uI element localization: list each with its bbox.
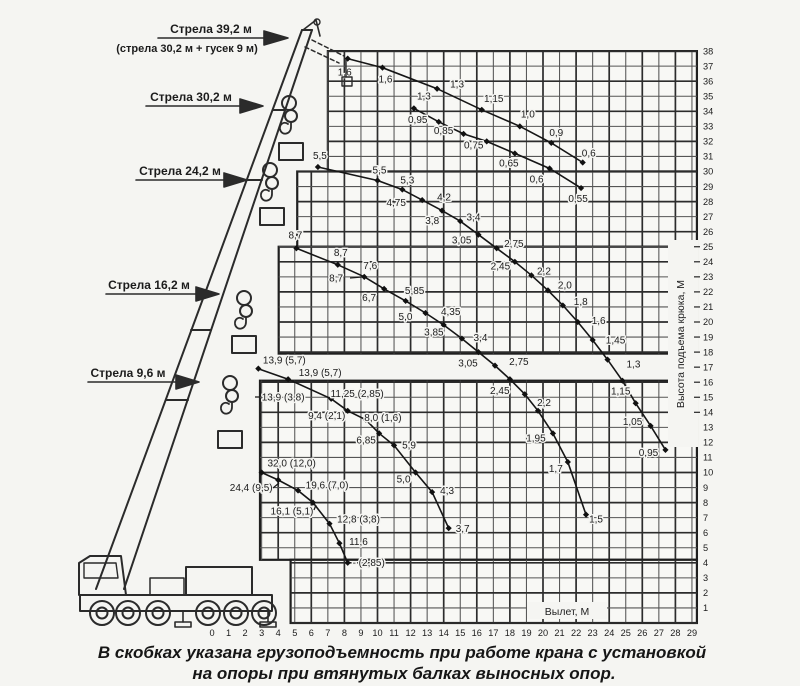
point-load-label: 3,05	[458, 358, 478, 370]
x-tick-label: 28	[670, 628, 681, 638]
point-load-label: 11,6	[349, 537, 368, 549]
y-tick-label: 1	[703, 603, 709, 614]
point-load-label: 0,75	[463, 140, 484, 152]
x-tick-label: 21	[554, 628, 565, 638]
y-tick-label: 33	[703, 121, 714, 132]
point-load-label: 2,2	[537, 266, 551, 278]
point-load-label: 32,0 (12,0)	[267, 458, 316, 470]
point-load-label: 4,35	[440, 307, 461, 319]
y-tick-label: 2	[703, 588, 709, 599]
x-tick-label: 6	[308, 628, 314, 638]
point-load-label: 11,25 (2,85)	[330, 388, 384, 400]
x-axis-title: Вылет, М	[544, 606, 590, 618]
annotation-label: 13,9 (3,8)	[261, 392, 305, 404]
point-load-label: 1,15	[484, 93, 504, 105]
x-tick-label: 19	[521, 628, 532, 638]
point-load-label: 2,45	[490, 261, 511, 273]
data-point-marker	[315, 164, 321, 170]
y-tick-label: 34	[703, 106, 714, 117]
y-tick-label: 8	[703, 497, 709, 508]
x-tick-label: 7	[325, 628, 331, 638]
boom-callout-labels	[90, 22, 258, 380]
x-tick-label: 13	[422, 628, 433, 638]
y-tick-label: 37	[703, 61, 714, 72]
y-tick-label: 27	[703, 211, 714, 222]
x-tick-label: 14	[438, 628, 449, 638]
point-load-label: 1,8	[573, 297, 588, 308]
point-load-label: 4,3	[440, 486, 455, 498]
point-load-label: 19,6 (7,0)	[305, 480, 349, 492]
y-tick-label: 10	[703, 467, 714, 478]
y-tick-label: 11	[703, 452, 713, 463]
point-load-label: 5,3	[400, 175, 415, 187]
y-tick-label: 13	[703, 422, 714, 433]
y-tick-label: 18	[703, 347, 714, 358]
point-load-label: 8,0 (1,6)	[364, 412, 402, 424]
x-tick-label: 8	[341, 628, 347, 638]
truck-icon	[79, 556, 276, 627]
y-tick-label: 20	[703, 317, 714, 328]
boom-label-9: Стрела 9,6 м	[90, 366, 166, 380]
hook-block-icon	[232, 291, 256, 353]
point-load-label: 0,95	[638, 447, 659, 459]
y-tick-label: 15	[703, 392, 714, 403]
point-load-label: 0,6	[581, 148, 596, 160]
boom-label-30: Стрела 30,2 м	[150, 90, 232, 104]
point-load-label: 1,95	[526, 433, 546, 445]
point-load-label: 5,9	[402, 440, 417, 452]
point-load-label: 3,05	[451, 235, 472, 247]
point-load-label: 2,2	[537, 397, 551, 409]
y-tick-label: 9	[703, 482, 709, 493]
caption-line-1: В скобках указана грузоподъемность при работе крана с установкой	[97, 643, 707, 662]
y-tick-label: 28	[703, 196, 714, 207]
point-load-label: 7,6	[363, 260, 378, 272]
x-tick-label: 24	[604, 628, 615, 638]
point-load-label: 2,45	[490, 386, 510, 398]
point-load-label: 5,5	[312, 150, 327, 162]
y-tick-label: 6	[703, 527, 709, 538]
x-tick-label: 27	[653, 628, 664, 638]
x-tick-label: 5	[292, 628, 298, 638]
point-load-label: 3,4	[473, 333, 488, 345]
y-tick-label: 26	[703, 226, 714, 237]
x-tick-label: 0	[209, 628, 215, 638]
x-tick-label: 12	[405, 628, 416, 638]
point-load-label: 1,15	[610, 386, 631, 398]
x-tick-label: 2	[242, 628, 248, 638]
point-load-label: 12,8 (3,8)	[337, 514, 380, 526]
x-tick-label: 17	[488, 628, 499, 638]
y-tick-label: 25	[703, 241, 714, 252]
point-load-label: 5,5	[372, 165, 387, 177]
y-tick-label: 22	[703, 287, 714, 298]
point-load-label: 13,9 (5,7)	[262, 355, 306, 367]
point-load-label: 1,3	[626, 359, 641, 371]
x-tick-label: 3	[259, 628, 265, 638]
y-tick-label: 16	[703, 377, 714, 388]
hook-block-icon	[260, 163, 284, 225]
data-point-marker	[255, 366, 261, 372]
point-load-label: 1,5	[589, 514, 603, 526]
y-tick-label: 31	[703, 151, 714, 162]
point-load-label: 0,55	[568, 194, 588, 206]
grid-section	[297, 172, 697, 247]
y-tick-label: 19	[703, 332, 714, 343]
boom-callout-arrows	[88, 31, 288, 389]
x-tick-label: 9	[358, 628, 364, 638]
point-load-label: 1,7	[548, 463, 563, 475]
point-load-label: 0,65	[499, 158, 519, 170]
point-load-label: 1,45	[605, 335, 626, 347]
point-load-label: 6,7	[362, 292, 377, 304]
y-tick-label: 14	[703, 407, 714, 418]
point-load-label: 8,7	[288, 230, 303, 242]
hook-block-icon	[279, 96, 303, 160]
point-load-label: 16,1 (5,1)	[270, 506, 314, 518]
y-tick-label: 3	[703, 573, 709, 584]
point-load-label: 1,0	[520, 109, 535, 121]
boom-label-39-sub: (стрела 30,2 м + гусек 9 м)	[116, 43, 258, 55]
y-tick-label: 17	[703, 362, 714, 373]
x-tick-label: 4	[275, 628, 281, 638]
point-load-label: - (2,85)	[352, 557, 385, 569]
point-load-label: 8,7	[333, 247, 348, 259]
point-load-label: 5,85	[404, 285, 425, 297]
y-tick-label: 36	[703, 76, 714, 87]
y-tick-label: 35	[703, 91, 714, 102]
point-load-label: 1,6	[378, 74, 393, 86]
point-load-label: 3,7	[455, 524, 470, 536]
y-tick-label: 32	[703, 136, 714, 147]
boom-label-39: Стрела 39,2 м	[170, 22, 252, 36]
point-load-label: 0,6	[529, 174, 544, 186]
point-load-label: 3,4	[466, 212, 481, 224]
point-load-label: 1,05	[622, 416, 643, 428]
point-load-label: 4,75	[386, 198, 406, 210]
x-tick-label: 1	[225, 628, 232, 638]
point-load-label: 0,85	[433, 125, 454, 137]
y-tick-label: 38	[703, 46, 714, 57]
x-tick-label: 15	[455, 628, 466, 638]
annotation-label: 8,7	[329, 273, 344, 285]
point-load-label: 1,6	[337, 67, 352, 79]
point-load-label: 4,2	[437, 192, 451, 204]
x-tick-label: 10	[372, 628, 383, 638]
point-load-label: 13,9 (5,7)	[298, 368, 342, 380]
x-tick-label: 11	[389, 628, 399, 638]
point-load-label: 0,95	[408, 114, 428, 126]
caption	[98, 643, 707, 683]
x-tick-label: 25	[620, 628, 631, 638]
y-tick-label: 24	[703, 257, 714, 267]
x-tick-label: 18	[504, 628, 516, 638]
point-load-label: 6,85	[356, 435, 376, 447]
point-load-label: 2,0	[557, 280, 572, 292]
grid-section	[279, 247, 697, 354]
point-load-label: 9,4 (2,1)	[308, 410, 346, 422]
point-load-label: 0,9	[549, 127, 564, 139]
point-load-label: 2,75	[509, 357, 529, 369]
point-load-label: 3,85	[424, 327, 444, 339]
boom-label-16: Стрела 16,2 м	[108, 278, 190, 292]
y-tick-label: 5	[703, 542, 709, 553]
x-tick-label: 26	[637, 628, 648, 638]
point-load-label: 5,0	[398, 311, 413, 323]
y-tick-label: 30	[703, 166, 714, 177]
point-load-label: 1,3	[416, 91, 431, 103]
y-tick-label: 23	[703, 272, 714, 283]
y-tick-label: 12	[703, 437, 714, 448]
x-tick-label: 20	[537, 628, 549, 638]
y-tick-label: 4	[703, 558, 709, 568]
y-axis-title: Высота подъема крюка, М	[675, 279, 687, 409]
y-tick-label: 21	[703, 302, 714, 313]
hook-block-icon	[218, 376, 242, 448]
point-load-label: 5,0	[396, 474, 411, 486]
y-tick-label: 29	[703, 181, 714, 192]
x-tick-label: 16	[471, 628, 482, 638]
y-tick-label: 7	[703, 512, 709, 523]
point-load-label: 3,8	[425, 216, 440, 228]
point-load-label: 1,6	[591, 316, 606, 328]
x-tick-label: 23	[587, 628, 598, 638]
point-load-label: 24,4 (9,5)	[229, 483, 273, 495]
point-load-label: 2,75	[504, 238, 524, 250]
boom-label-24: Стрела 24,2 м	[139, 164, 221, 178]
x-tick-label: 29	[686, 628, 698, 638]
caption-line-2: на опоры при втянутых балках выносных опор.	[192, 664, 616, 683]
point-load-label: 1,3	[450, 79, 465, 91]
x-tick-label: 22	[570, 628, 582, 638]
